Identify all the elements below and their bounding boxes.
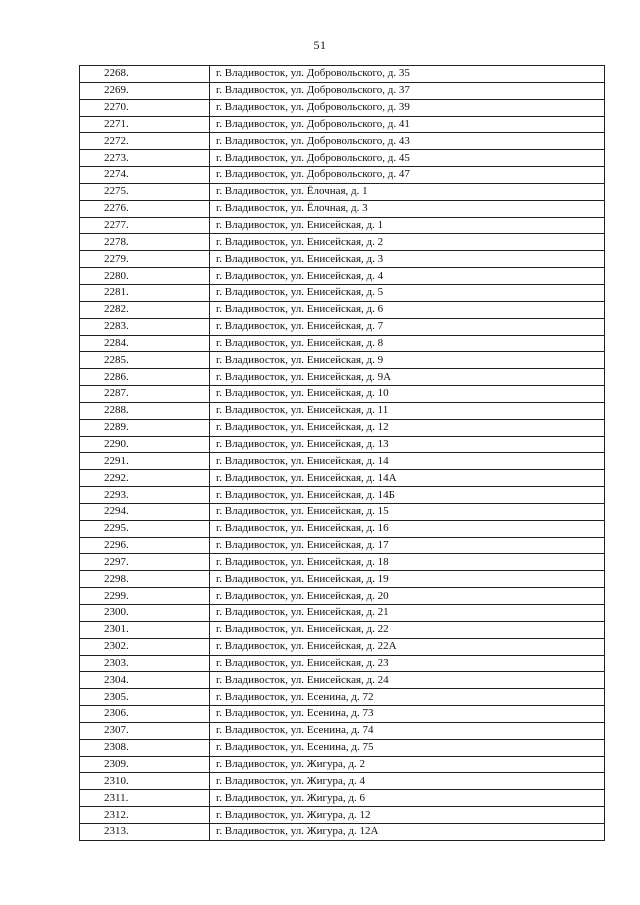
- row-number: 2307.: [80, 722, 210, 739]
- row-number: 2292.: [80, 470, 210, 487]
- row-number: 2312.: [80, 807, 210, 824]
- row-address: г. Владивосток, ул. Енисейская, д. 20: [210, 588, 605, 605]
- row-address: г. Владивосток, ул. Есенина, д. 74: [210, 722, 605, 739]
- table-row: [80, 402, 605, 419]
- row-number: 2286.: [80, 369, 210, 386]
- row-address: г. Владивосток, ул. Добровольского, д. 43: [210, 133, 605, 150]
- page-number: 51: [313, 38, 327, 52]
- row-number: 2274.: [80, 167, 210, 184]
- row-address: г. Владивосток, ул. Жигура, д. 12А: [210, 823, 605, 840]
- table-row: [80, 268, 605, 285]
- table-row: [80, 133, 605, 150]
- table-row: [80, 621, 605, 638]
- row-address: г. Владивосток, ул. Добровольского, д. 41: [210, 116, 605, 133]
- row-number: 2268.: [80, 66, 210, 83]
- table-row: [80, 672, 605, 689]
- row-number: 2294.: [80, 503, 210, 520]
- table-row: [80, 116, 605, 133]
- row-number: 2282.: [80, 301, 210, 318]
- table-row: [80, 200, 605, 217]
- row-number: 2295.: [80, 520, 210, 537]
- row-address: г. Владивосток, ул. Енисейская, д. 11: [210, 402, 605, 419]
- table-row: [80, 318, 605, 335]
- row-address: г. Владивосток, ул. Енисейская, д. 2: [210, 234, 605, 251]
- table-row: [80, 689, 605, 706]
- row-address: г. Владивосток, ул. Енисейская, д. 22А: [210, 638, 605, 655]
- row-number: 2310.: [80, 773, 210, 790]
- row-number: 2293.: [80, 487, 210, 504]
- row-number: 2277.: [80, 217, 210, 234]
- row-address: г. Владивосток, ул. Ёлочная, д. 3: [210, 200, 605, 217]
- row-number: 2309.: [80, 756, 210, 773]
- row-number: 2270.: [80, 99, 210, 116]
- row-address: г. Владивосток, ул. Енисейская, д. 13: [210, 436, 605, 453]
- row-address: г. Владивосток, ул. Енисейская, д. 4: [210, 268, 605, 285]
- table-row: [80, 605, 605, 622]
- row-address: г. Владивосток, ул. Енисейская, д. 24: [210, 672, 605, 689]
- row-address: г. Владивосток, ул. Добровольского, д. 39: [210, 99, 605, 116]
- row-number: 2299.: [80, 588, 210, 605]
- row-number: 2287.: [80, 386, 210, 403]
- table-row: [80, 183, 605, 200]
- row-address: г. Владивосток, ул. Есенина, д. 75: [210, 739, 605, 756]
- row-address: г. Владивосток, ул. Енисейская, д. 10: [210, 386, 605, 403]
- table-row: [80, 739, 605, 756]
- row-address: г. Владивосток, ул. Енисейская, д. 23: [210, 655, 605, 672]
- row-address: г. Владивосток, ул. Енисейская, д. 14Б: [210, 487, 605, 504]
- table-row: [80, 807, 605, 824]
- table-row: [80, 369, 605, 386]
- row-address: г. Владивосток, ул. Добровольского, д. 45: [210, 150, 605, 167]
- row-number: 2283.: [80, 318, 210, 335]
- row-address: г. Владивосток, ул. Добровольского, д. 35: [210, 66, 605, 83]
- table-row: [80, 453, 605, 470]
- table-row: [80, 537, 605, 554]
- table-row: [80, 284, 605, 301]
- row-number: 2305.: [80, 689, 210, 706]
- table-row: [80, 234, 605, 251]
- row-number: 2297.: [80, 554, 210, 571]
- table-row: [80, 167, 605, 184]
- row-address: г. Владивосток, ул. Жигура, д. 4: [210, 773, 605, 790]
- table-row: [80, 554, 605, 571]
- row-address: г. Владивосток, ул. Енисейская, д. 17: [210, 537, 605, 554]
- row-number: 2288.: [80, 402, 210, 419]
- row-address: г. Владивосток, ул. Жигура, д. 12: [210, 807, 605, 824]
- row-number: 2279.: [80, 251, 210, 268]
- row-address: г. Владивосток, ул. Енисейская, д. 19: [210, 571, 605, 588]
- row-address: г. Владивосток, ул. Енисейская, д. 1: [210, 217, 605, 234]
- table-row: [80, 722, 605, 739]
- table-row: [80, 301, 605, 318]
- address-table: [79, 65, 605, 841]
- row-number: 2284.: [80, 335, 210, 352]
- row-number: 2311.: [80, 790, 210, 807]
- row-number: 2291.: [80, 453, 210, 470]
- row-address: г. Владивосток, ул. Енисейская, д. 9: [210, 352, 605, 369]
- row-number: 2301.: [80, 621, 210, 638]
- table-row: [80, 419, 605, 436]
- row-number: 2271.: [80, 116, 210, 133]
- row-address: г. Владивосток, ул. Енисейская, д. 8: [210, 335, 605, 352]
- row-address: г. Владивосток, ул. Енисейская, д. 3: [210, 251, 605, 268]
- row-address: г. Владивосток, ул. Енисейская, д. 18: [210, 554, 605, 571]
- row-address: г. Владивосток, ул. Енисейская, д. 15: [210, 503, 605, 520]
- table-row: [80, 251, 605, 268]
- table-row: [80, 588, 605, 605]
- row-address: г. Владивосток, ул. Ёлочная, д. 1: [210, 183, 605, 200]
- table-row: [80, 470, 605, 487]
- table-row: [80, 352, 605, 369]
- table-row: [80, 217, 605, 234]
- row-address: г. Владивосток, ул. Енисейская, д. 12: [210, 419, 605, 436]
- row-number: 2275.: [80, 183, 210, 200]
- table-row: [80, 706, 605, 723]
- table-row: [80, 571, 605, 588]
- table-row: [80, 520, 605, 537]
- row-address: г. Владивосток, ул. Енисейская, д. 6: [210, 301, 605, 318]
- row-number: 2289.: [80, 419, 210, 436]
- table-row: [80, 756, 605, 773]
- table-row: [80, 487, 605, 504]
- table-row: [80, 99, 605, 116]
- row-address: г. Владивосток, ул. Добровольского, д. 37: [210, 82, 605, 99]
- row-address: г. Владивосток, ул. Енисейская, д. 22: [210, 621, 605, 638]
- row-number: 2290.: [80, 436, 210, 453]
- table-row: [80, 823, 605, 840]
- row-number: 2273.: [80, 150, 210, 167]
- row-number: 2285.: [80, 352, 210, 369]
- table-row: [80, 82, 605, 99]
- table-row: [80, 436, 605, 453]
- row-number: 2300.: [80, 605, 210, 622]
- row-number: 2280.: [80, 268, 210, 285]
- row-number: 2303.: [80, 655, 210, 672]
- row-address: г. Владивосток, ул. Есенина, д. 73: [210, 706, 605, 723]
- table-row: [80, 503, 605, 520]
- row-number: 2298.: [80, 571, 210, 588]
- row-address: г. Владивосток, ул. Енисейская, д. 7: [210, 318, 605, 335]
- table-row: [80, 790, 605, 807]
- table-row: [80, 773, 605, 790]
- row-number: 2296.: [80, 537, 210, 554]
- table-row: [80, 150, 605, 167]
- row-number: 2272.: [80, 133, 210, 150]
- table-row: [80, 66, 605, 83]
- row-address: г. Владивосток, ул. Жигура, д. 6: [210, 790, 605, 807]
- row-address: г. Владивосток, ул. Енисейская, д. 21: [210, 605, 605, 622]
- row-number: 2313.: [80, 823, 210, 840]
- row-address: г. Владивосток, ул. Енисейская, д. 5: [210, 284, 605, 301]
- row-number: 2281.: [80, 284, 210, 301]
- row-address: г. Владивосток, ул. Енисейская, д. 9А: [210, 369, 605, 386]
- row-number: 2278.: [80, 234, 210, 251]
- table-row: [80, 335, 605, 352]
- row-number: 2269.: [80, 82, 210, 99]
- row-address: г. Владивосток, ул. Жигура, д. 2: [210, 756, 605, 773]
- row-address: г. Владивосток, ул. Добровольского, д. 47: [210, 167, 605, 184]
- address-table-body: [80, 66, 605, 841]
- row-address: г. Владивосток, ул. Енисейская, д. 14: [210, 453, 605, 470]
- row-number: 2306.: [80, 706, 210, 723]
- table-row: [80, 638, 605, 655]
- row-number: 2304.: [80, 672, 210, 689]
- table-row: [80, 386, 605, 403]
- row-number: 2276.: [80, 200, 210, 217]
- row-address: г. Владивосток, ул. Енисейская, д. 14А: [210, 470, 605, 487]
- table-row: [80, 655, 605, 672]
- row-number: 2302.: [80, 638, 210, 655]
- row-address: г. Владивосток, ул. Есенина, д. 72: [210, 689, 605, 706]
- row-address: г. Владивосток, ул. Енисейская, д. 16: [210, 520, 605, 537]
- row-number: 2308.: [80, 739, 210, 756]
